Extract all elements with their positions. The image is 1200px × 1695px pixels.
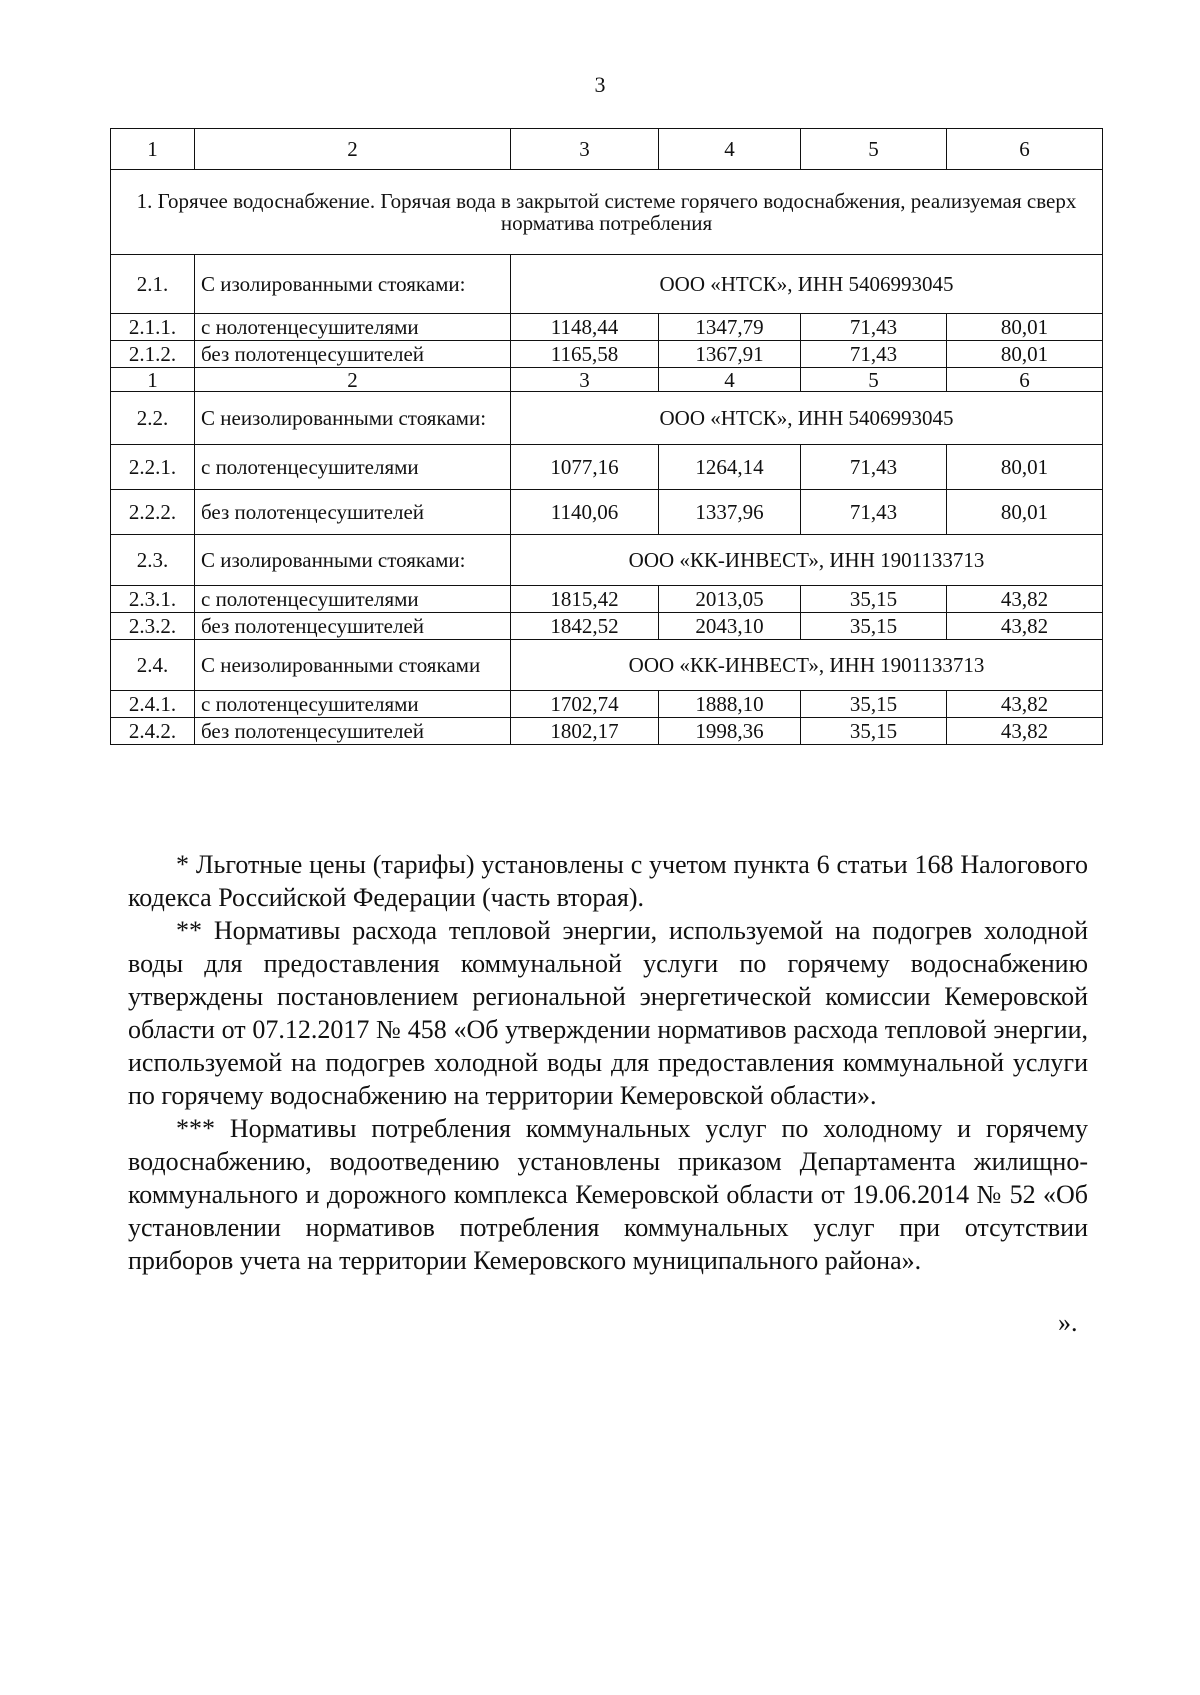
row-code: 2.1.1. xyxy=(111,314,195,341)
row-value: 80,01 xyxy=(947,445,1103,490)
row-code: 2.4.2. xyxy=(111,718,195,745)
table-row xyxy=(111,314,1103,341)
row-value: 80,01 xyxy=(947,490,1103,535)
row-value: 1347,79 xyxy=(659,314,801,341)
group-row xyxy=(111,255,1103,314)
table-row xyxy=(111,691,1103,718)
table-row xyxy=(111,718,1103,745)
row-value: 43,82 xyxy=(947,691,1103,718)
group-provider: ООО «КК-ИНВЕСТ», ИНН 1901133713 xyxy=(511,640,1103,691)
header-cell: 6 xyxy=(947,129,1103,170)
group-row xyxy=(111,392,1103,445)
page-number: 3 xyxy=(594,72,606,97)
row-value: 1842,52 xyxy=(511,613,659,640)
footnote-3: *** Нормативы потребления коммунальных услуг по холодному и горячему водоснабжению, водоотведению установлены приказом Департамента жилищно-коммунального и дорожного комплекса Кемеровской области от 19.06.2014 № 52 «Об установлении нормативов потребления коммунальных услуг при отсутствии приборов учета на территории Кемеровского муниципального района». xyxy=(128,1114,1088,1275)
row-value: 1337,96 xyxy=(659,490,801,535)
row-value: 35,15 xyxy=(801,691,947,718)
row-name: с нолотенцесушителями xyxy=(195,314,511,341)
group-code: 2.3. xyxy=(111,535,195,586)
footnotes xyxy=(128,848,1088,1277)
group-name: С неизолированными стояками: xyxy=(195,392,511,445)
footnote-2: ** Нормативы расхода тепловой энергии, используемой на подогрев холодной воды для предоставления коммунальной услуги по горячему водоснабжению утверждены постановлением региональной энергетической комиссии Кемеровской области от 07.12.2017 № 458 «Об утверждении нормативов расхода тепловой энергии, используемой на подогрев холодной воды для предоставления коммунальной услуги по горячему водоснабжению на территории Кемеровской области». xyxy=(128,916,1088,1110)
header-cell: 2 xyxy=(195,129,511,170)
group-row xyxy=(111,535,1103,586)
header-cell: 5 xyxy=(801,129,947,170)
row-value: 43,82 xyxy=(947,718,1103,745)
footnote-1: * Льготные цены (тарифы) установлены с учетом пункта 6 статьи 168 Налогового кодекса Российской Федерации (часть вторая). xyxy=(128,850,1088,912)
row-code: 2.4.1. xyxy=(111,691,195,718)
index-cell: 4 xyxy=(659,368,801,392)
row-value: 1140,06 xyxy=(511,490,659,535)
table-index-row xyxy=(111,368,1103,392)
group-name: С неизолированными стояками xyxy=(195,640,511,691)
table-row xyxy=(111,586,1103,613)
row-name: с полотенцесушителями xyxy=(195,445,511,490)
row-name: без полотенцесушителей xyxy=(195,490,511,535)
row-value: 2043,10 xyxy=(659,613,801,640)
index-cell: 2 xyxy=(195,368,511,392)
table-row xyxy=(111,613,1103,640)
row-name: без полотенцесушителей xyxy=(195,341,511,368)
row-value: 1998,36 xyxy=(659,718,801,745)
row-value: 1264,14 xyxy=(659,445,801,490)
row-name: с полотенцесушителями xyxy=(195,691,511,718)
row-value: 80,01 xyxy=(947,341,1103,368)
row-code: 2.2.1. xyxy=(111,445,195,490)
row-value: 1165,58 xyxy=(511,341,659,368)
group-row xyxy=(111,640,1103,691)
row-code: 2.3.2. xyxy=(111,613,195,640)
header-cell: 1 xyxy=(111,129,195,170)
row-value: 80,01 xyxy=(947,314,1103,341)
group-name: С изолированными стояками: xyxy=(195,255,511,314)
row-code: 2.2.2. xyxy=(111,490,195,535)
table-row xyxy=(111,445,1103,490)
row-name: без полотенцесушителей xyxy=(195,718,511,745)
row-value: 1367,91 xyxy=(659,341,801,368)
row-value: 71,43 xyxy=(801,341,947,368)
row-value: 1077,16 xyxy=(511,445,659,490)
closing-quote: ». xyxy=(1058,1308,1078,1337)
header-cell: 4 xyxy=(659,129,801,170)
row-value: 71,43 xyxy=(801,490,947,535)
group-code: 2.4. xyxy=(111,640,195,691)
row-code: 2.1.2. xyxy=(111,341,195,368)
section-title: 1. Горячее водоснабжение. Горячая вода в закрытой системе горячего водоснабжения, реализуемая сверх норматива потребления xyxy=(111,170,1103,255)
row-name: без полотенцесушителей xyxy=(195,613,511,640)
group-name: С изолированными стояками: xyxy=(195,535,511,586)
row-value: 43,82 xyxy=(947,613,1103,640)
group-provider: ООО «НТСК», ИНН 5406993045 xyxy=(511,255,1103,314)
row-value: 2013,05 xyxy=(659,586,801,613)
row-name: с полотенцесушителями xyxy=(195,586,511,613)
group-provider: ООО «НТСК», ИНН 5406993045 xyxy=(511,392,1103,445)
row-value: 43,82 xyxy=(947,586,1103,613)
row-value: 35,15 xyxy=(801,718,947,745)
table-row xyxy=(111,490,1103,535)
row-value: 35,15 xyxy=(801,613,947,640)
section-row xyxy=(111,170,1103,255)
row-value: 1702,74 xyxy=(511,691,659,718)
table-header-row xyxy=(111,129,1103,170)
index-cell: 1 xyxy=(111,368,195,392)
group-code: 2.2. xyxy=(111,392,195,445)
row-value: 71,43 xyxy=(801,314,947,341)
index-cell: 3 xyxy=(511,368,659,392)
row-value: 1148,44 xyxy=(511,314,659,341)
table-row xyxy=(111,341,1103,368)
row-value: 1815,42 xyxy=(511,586,659,613)
index-cell: 5 xyxy=(801,368,947,392)
row-code: 2.3.1. xyxy=(111,586,195,613)
row-value: 35,15 xyxy=(801,586,947,613)
group-code: 2.1. xyxy=(111,255,195,314)
index-cell: 6 xyxy=(947,368,1103,392)
group-provider: ООО «КК-ИНВЕСТ», ИНН 1901133713 xyxy=(511,535,1103,586)
tariff-table xyxy=(110,128,1103,745)
row-value: 1802,17 xyxy=(511,718,659,745)
row-value: 1888,10 xyxy=(659,691,801,718)
header-cell: 3 xyxy=(511,129,659,170)
row-value: 71,43 xyxy=(801,445,947,490)
